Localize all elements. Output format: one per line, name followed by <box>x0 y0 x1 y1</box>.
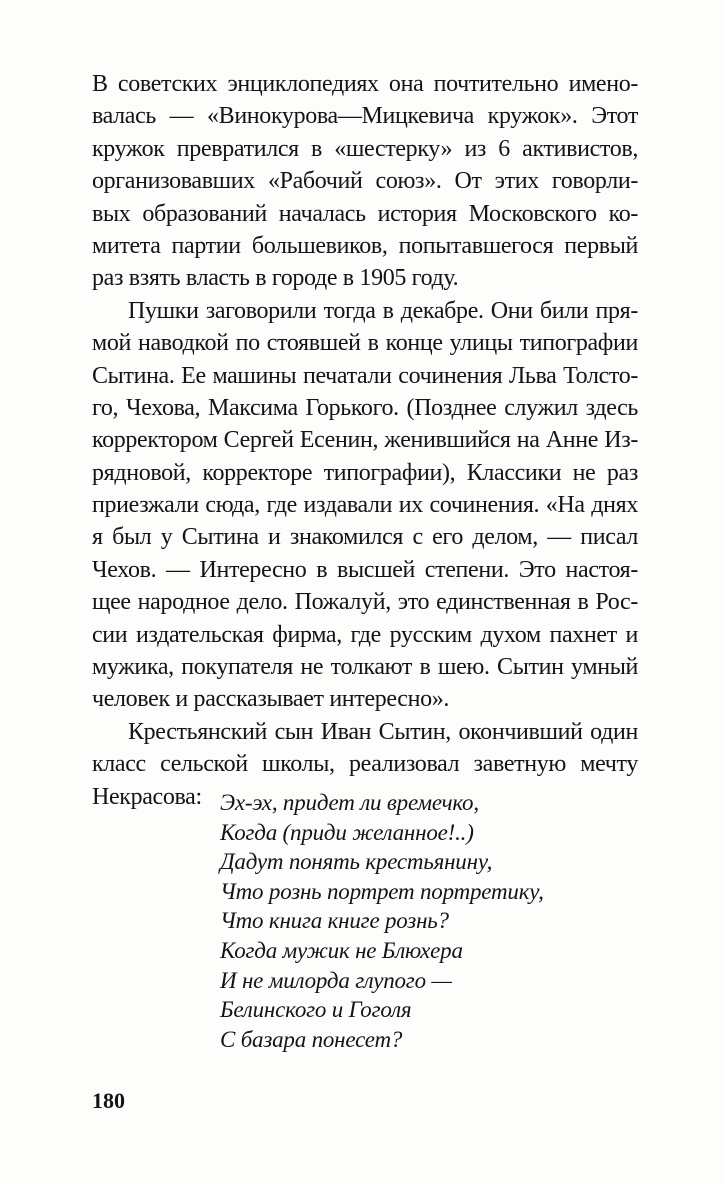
body-text <box>92 68 638 813</box>
text-line: Чехов. — Интересно в высшей степени. Это настоя- <box>92 556 638 583</box>
text-line: Пушки заговорили тогда в декабре. Они били пря- <box>128 297 638 324</box>
poem-line: Белинского и Гоголя <box>220 997 412 1023</box>
poem-quote <box>220 788 640 1054</box>
poem-line: Когда мужик не Блюхера <box>220 937 463 963</box>
text-line: мой наводкой по стоявшей в конце улицы типографии <box>92 330 638 357</box>
text-line: организовавших «Рабочий союз». От этих говорли- <box>92 168 638 195</box>
poem-line: Что книга книге рознь? <box>220 908 449 934</box>
text-line: В советских энциклопедиях она почтительно имено- <box>92 71 638 97</box>
text-line: рядновой, корректоре типографии), Классики не раз <box>92 459 638 486</box>
text-line: приезжали сюда, где издавали их сочинения. «На днях <box>92 492 638 519</box>
text-line: го, Чехова, Максима Горького. (Позднее служил здесь <box>92 394 638 421</box>
text-line: я был у Сытина и знакомился с его делом, — писал <box>92 524 638 551</box>
paragraph-1 <box>92 68 638 295</box>
text-line: щее народное дело. Пожалуй, это единственная в Рос- <box>92 589 638 616</box>
poem-line: Дадут понять крестьянину, <box>220 849 493 875</box>
text-line: кружок превратился в «шестерку» из 6 активистов, <box>92 135 638 162</box>
text-line: корректором Сергей Есенин, женившийся на Анне Из- <box>92 427 638 454</box>
text-line: человек и рассказывает интересно». <box>92 686 450 713</box>
text-line: раз взять власть в городе в 1905 году. <box>92 265 459 292</box>
text-line: валась — «Винокурова—Мицкевича кружок». Этот <box>92 103 638 130</box>
poem-line: И не милорда глупого — <box>220 967 452 993</box>
page-number: 180 <box>92 1088 125 1113</box>
text-line: Сытина. Ее машины печатали сочинения Льва Толсто- <box>92 362 638 389</box>
text-line: митета партии большевиков, попытавшегося первый <box>92 232 638 259</box>
text-line: мужика, покупателя не толкают в шею. Сытин умный <box>92 654 638 681</box>
text-line: вых образований началась история Московского ко- <box>92 200 638 227</box>
poem-line: Эх-эх, придет ли времечко, <box>220 790 479 815</box>
text-line: класс сельской школы, реализовал заветную мечту <box>92 751 638 778</box>
paragraph-2 <box>92 295 638 716</box>
poem-line: Когда (приди желанное!..) <box>220 819 474 845</box>
text-line: сии издательская фирма, где русским духом пахнет и <box>92 621 638 648</box>
text-line: Крестьянский сын Иван Сытин, окончивший один <box>128 718 638 745</box>
text-line: Некрасова: <box>92 783 202 810</box>
poem-line: Что рознь портрет портретику, <box>220 878 544 904</box>
poem-line: С базара понесет? <box>220 1026 403 1052</box>
